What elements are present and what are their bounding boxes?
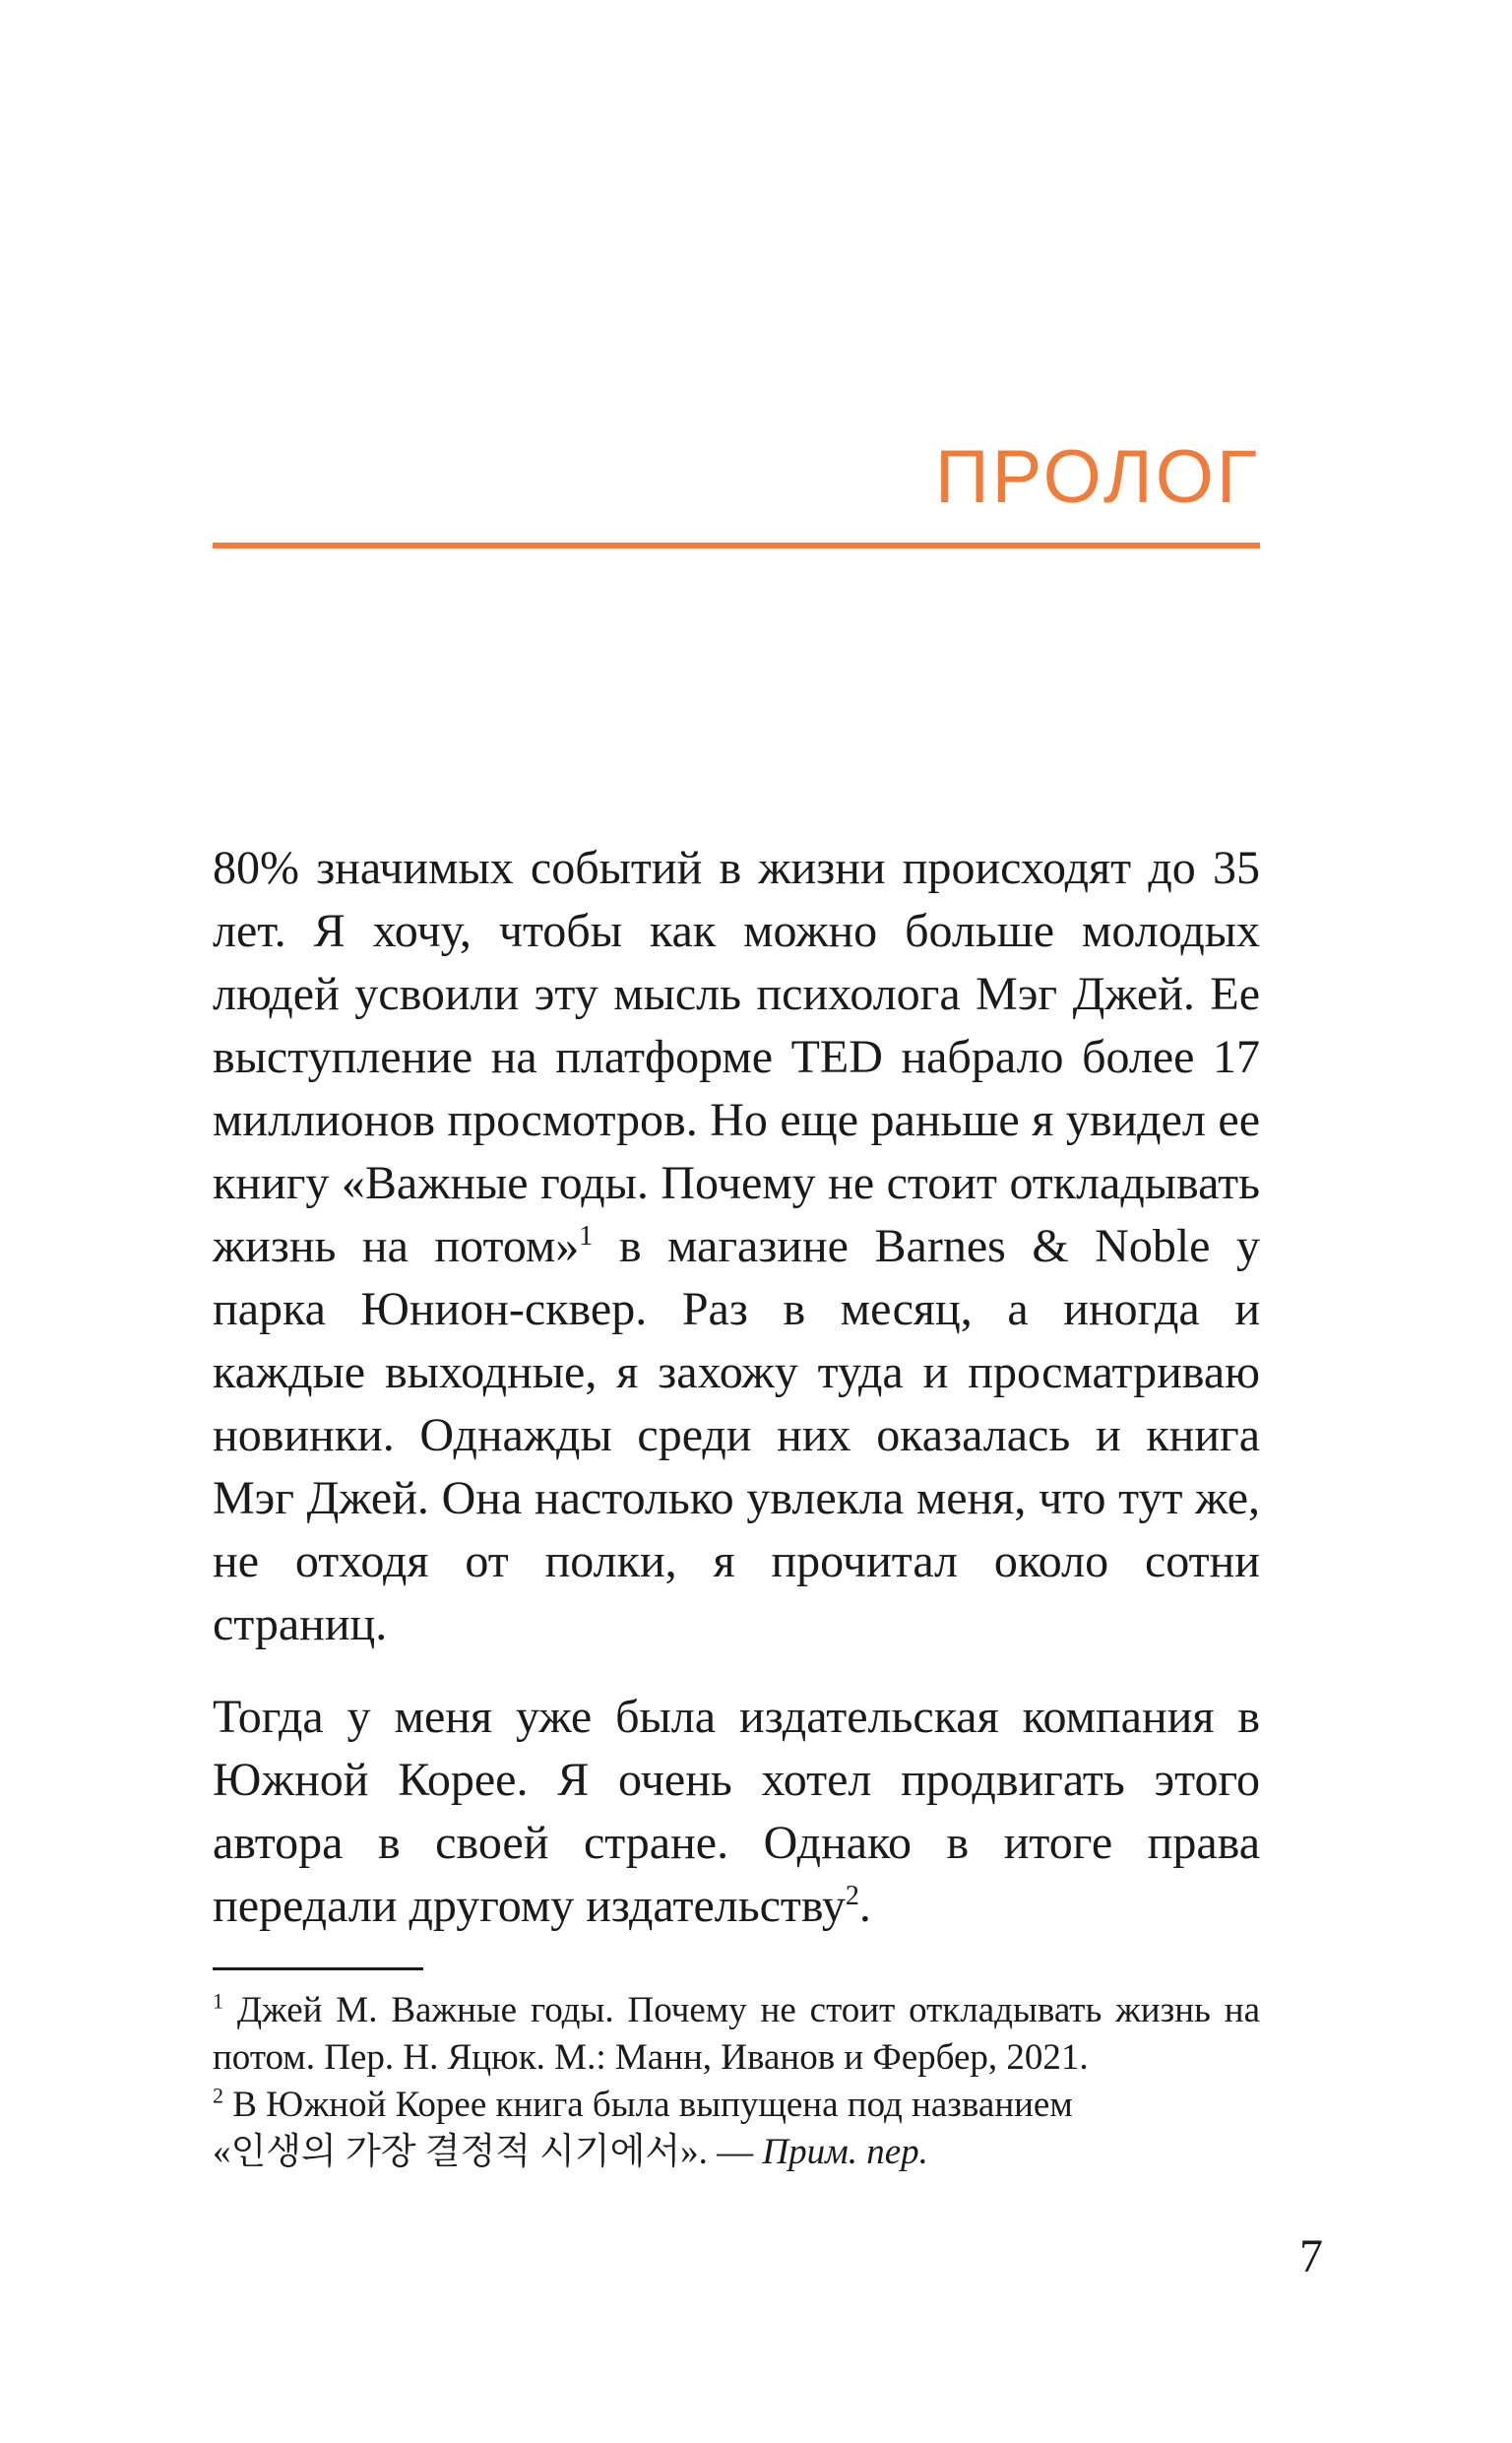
footnote-2-tail bbox=[213, 2129, 1260, 2176]
page-number: 7 bbox=[1299, 2230, 1323, 2282]
footnote-2 bbox=[213, 2082, 1260, 2176]
paragraph-2 bbox=[213, 1686, 1260, 1938]
paragraph-2-text-a: Тогда у меня уже была издательская компания в Южной Корее. Я очень хотел продвигать этого автора в своей стране. Однако в итоге права передали другому издательству bbox=[213, 1691, 1260, 1932]
paragraph-1 bbox=[213, 837, 1260, 1656]
footnote-1-text: Джей М. Важные годы. Почему не стоит откладывать жизнь на потом. Пер. Н. Яцюк. М.: Манн, Иванов и Фербер, 2021. bbox=[213, 1990, 1260, 2078]
footnote-ref-2[interactable]: 2 bbox=[845, 1881, 859, 1911]
chapter-title: ПРОЛОГ bbox=[934, 435, 1260, 519]
footnote-1-mark: 1 bbox=[213, 1988, 223, 2014]
body-text bbox=[213, 837, 1260, 1938]
paragraph-1-text-b: в магазине Barnes & Noble у парка Юнион-сквер. Раз в месяц, а иногда и каждые выходные, я захожу туда и просматриваю новинки. Однажды среди них оказалась и книга Мэг Джей. Она настолько увлекла меня, что тут же, не отходя от полки, я прочитал около сотни страниц. bbox=[213, 1220, 1261, 1650]
title-underline bbox=[213, 543, 1260, 548]
footnote-ref-1[interactable]: 1 bbox=[579, 1221, 594, 1252]
paragraph-2-text-b: . bbox=[858, 1880, 871, 1932]
footnote-2-translator-note: Прим. пер. bbox=[762, 2132, 928, 2172]
footnote-2-korean-title: «인생의 가장 결정적 시기에서». — bbox=[213, 2132, 763, 2172]
footnote-2-mark: 2 bbox=[213, 2083, 223, 2108]
paragraph-1-text-a: 80% значимых событий в жизни происходят до 35 лет. Я хочу, чтобы как можно больше молодых людей усвоили эту мысль психолога Мэг Джей. Ее выступление на платформе TED набрало более 17 миллионов просмотров. Но еще раньше я увидел ее книгу «Важные годы. Почему не стоит откладывать жизнь на потом» bbox=[213, 842, 1260, 1272]
footnotes bbox=[213, 1987, 1260, 2176]
footnote-divider bbox=[213, 1967, 423, 1970]
footnote-2-text: В Южной Корее книга была выпущена под названием bbox=[223, 2085, 1073, 2125]
footnote-1 bbox=[213, 1987, 1260, 2082]
